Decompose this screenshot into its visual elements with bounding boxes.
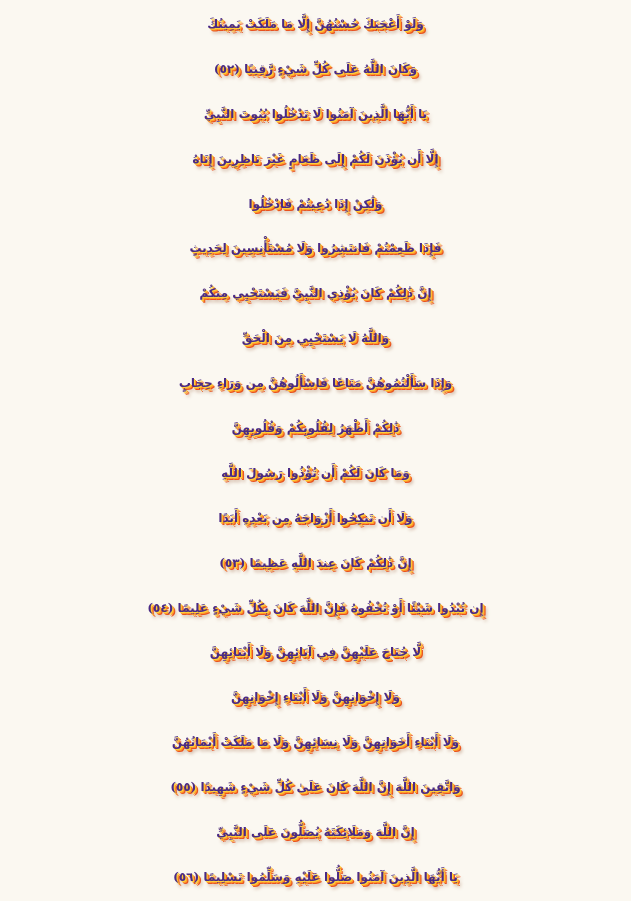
verse-line: وَلَا أَن تَنكِحُوا أَزْوَاجَهُ مِن بَعْدِهِ أَبَدًا xyxy=(218,510,413,525)
verse-line: وَإِذَا سَأَلْتُمُوهُنَّ مَتَاعًا فَاسْأَلُوهُنَّ مِن وَرَاءِ حِجَابٍ xyxy=(178,376,453,391)
verse-line: فَإِذَا طَعِمْتُمْ فَانتَشِرُوا وَلَا مُسْتَأْنِسِينَ لِحَدِيثٍ xyxy=(189,241,442,256)
verse-line: وَلَا أَبْنَاءِ أَخَوَاتِهِنَّ وَلَا نِسَائِهِنَّ وَلَا مَا مَلَكَتْ أَيْمَانُهُنَّ xyxy=(171,735,460,750)
verse-line: إِلَّا أَن يُؤْذَنَ لَكُمْ إِلَى طَعَامٍ غَيْرَ نَاظِرِينَ إِنَاهُ xyxy=(192,151,439,166)
verse-line: إِنَّ ذَٰلِكُمْ كَانَ عِندَ اللَّهِ عَظِيمًا (٥٣) xyxy=(219,555,412,570)
verse-line: وَلَٰكِنْ إِذَا دُعِيتُمْ فَادْخُلُوا xyxy=(248,196,383,211)
verse-line: وَاللَّهُ لَا يَسْتَحْيِي مِنَ الْحَقِّ xyxy=(241,331,390,346)
verse-line: وَلَا إِخْوَانِهِنَّ وَلَا أَبْنَاءِ إِخْوَانِهِنَّ xyxy=(231,690,400,705)
verse-line: إِنَّ اللَّهَ وَمَلَائِكَتَهُ يُصَلُّونَ عَلَى النَّبِيِّ xyxy=(216,825,415,840)
verse-line: إِن تُبْدُوا شَيْئًا أَوْ تُخْفُوهُ فَإِنَّ اللَّهَ كَانَ بِكُلِّ شَيْءٍ عَلِيمًا (٥٤) xyxy=(147,600,484,615)
verse-line: وَمَا كَانَ لَكُمْ أَن تُؤْذُوا رَسُولَ اللَّهِ xyxy=(221,465,410,480)
verse-list xyxy=(0,2,631,900)
verse-line: لَّا جُنَاحَ عَلَيْهِنَّ فِي آبَائِهِنَّ وَلَا أَبْنَائِهِنَّ xyxy=(209,645,422,660)
verse-line: وَكَانَ اللَّهُ عَلَى كُلِّ شَيْءٍ رَّقِيبًا (٥٢) xyxy=(213,61,418,76)
verse-line: وَلَوْ أَعْجَبَكَ حُسْنُهُنَّ إِلَّا مَا مَلَكَتْ يَمِينُكَ xyxy=(207,17,424,31)
verse-line: إِنَّ ذَٰلِكُمْ كَانَ يُؤْذِي النَّبِيَّ فَيَسْتَحْيِي مِنكُمْ xyxy=(199,286,432,301)
verse-line: ذَٰلِكُمْ أَطْهَرُ لِقُلُوبِكُمْ وَقُلُوبِهِنَّ xyxy=(231,421,400,436)
verse-line: وَاتَّقِينَ اللَّهَ إِنَّ اللَّهَ كَانَ عَلَىٰ كُلِّ شَيْءٍ شَهِيدًا (٥٥) xyxy=(170,780,461,795)
verse-line: يَا أَيُّهَا الَّذِينَ آمَنُوا صَلُّوا عَلَيْهِ وَسَلِّمُوا تَسْلِيمًا (٥٦) xyxy=(173,869,458,884)
verse-line: يَا أَيُّهَا الَّذِينَ آمَنُوا لَا تَدْخُلُوا بُيُوتَ النَّبِيِّ xyxy=(203,106,428,121)
